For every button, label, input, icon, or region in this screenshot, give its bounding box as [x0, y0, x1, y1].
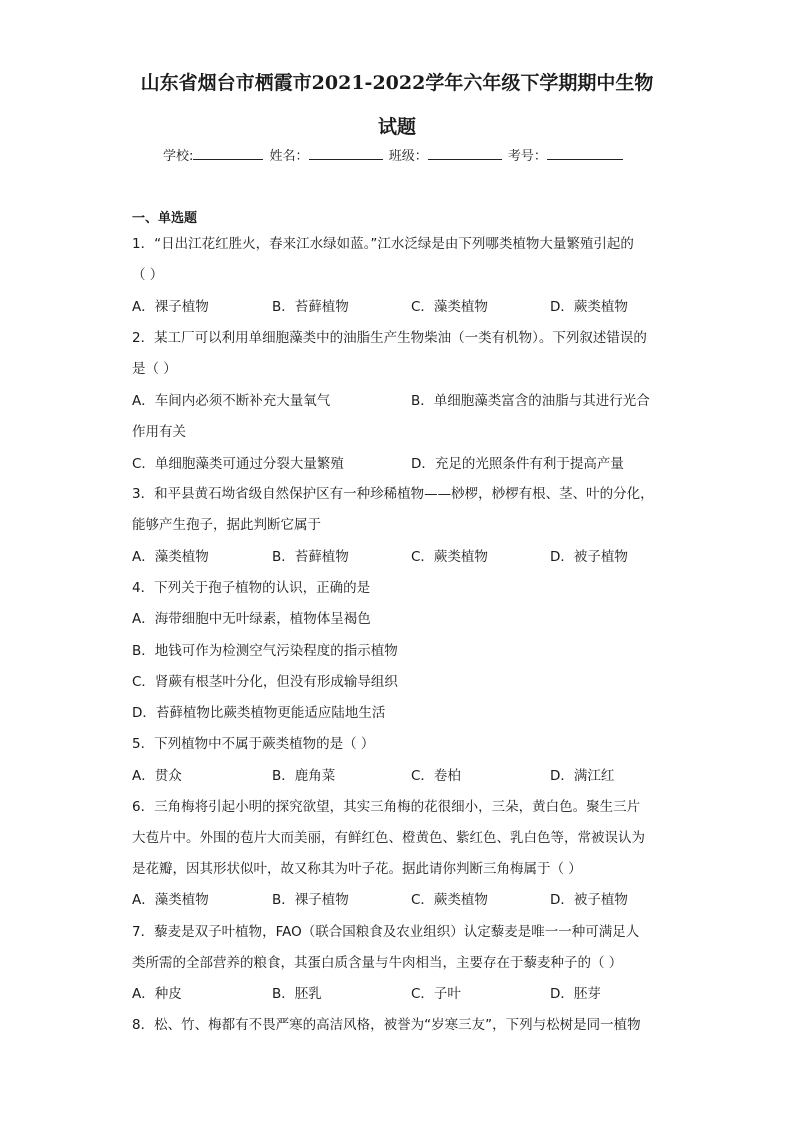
option-b: B．苔藓植物 [272, 299, 349, 315]
option-b: B．地钱可作为检测空气污染程度的指示植物 [132, 643, 398, 659]
option-d: D．满江红 [550, 768, 615, 784]
question-text: （ ） [132, 267, 164, 283]
exam-no-blank [547, 145, 623, 160]
option-c: C．藻类植物 [411, 299, 488, 315]
option-a: A．种皮 [132, 986, 182, 1002]
option-b: B．裸子植物 [272, 892, 349, 908]
option-c: C．单细胞藻类可通过分裂大量繁殖 [132, 456, 344, 472]
question-text: 是花瓣，因其形状似叶，故又称其为叶子花。据此请你判断三角梅属于（ ） [132, 861, 582, 877]
exam-no-label: 考号： [507, 149, 547, 164]
option-c: C．子叶 [411, 986, 461, 1002]
class-blank [428, 145, 502, 160]
option-c: C．蕨类植物 [411, 892, 488, 908]
option-a: A．裸子植物 [132, 299, 209, 315]
option-b: B．单细胞藻类富含的油脂与其进行光合 [411, 393, 650, 409]
question-text: 5．下列植物中不属于蕨类植物的是（ ） [132, 736, 375, 752]
option-d: D．胚芽 [550, 986, 601, 1002]
question-text: 7．藜麦是双子叶植物，FAO（联合国粮食及农业组织）认定藜麦是唯一一种可满足人 [132, 924, 640, 940]
name-label: 姓名： [269, 149, 309, 164]
option-d: D．苔藓植物比蕨类植物更能适应陆地生活 [132, 705, 386, 721]
student-info [163, 145, 625, 164]
school-label: 学校: [163, 149, 194, 164]
question-text: 4．下列关于孢子植物的认识，正确的是 [132, 580, 371, 596]
option-a: A．车间内必须不断补充大量氧气 [132, 393, 331, 409]
question-text: 8．松、竹、梅都有不畏严寒的高洁风格，被誉为“岁寒三友”，下列与松树是同一植物 [132, 1017, 641, 1033]
option-c: C．肾蕨有根茎叶分化，但没有形成输导组织 [132, 674, 398, 690]
question-text: 6．三角梅将引起小明的探究欲望，其实三角梅的花很细小，三朵，黄白色。聚生三片 [132, 799, 641, 815]
option-d: D．蕨类植物 [550, 299, 628, 315]
question-text: 能够产生孢子，据此判断它属于 [132, 517, 321, 533]
question-text: 是（ ） [132, 361, 177, 377]
option-d: D．被子植物 [550, 549, 628, 565]
option-a: A．藻类植物 [132, 549, 209, 565]
option-a: A．贯众 [132, 768, 182, 784]
question-text: 2．某工厂可以利用单细胞藻类中的油脂生产生物柴油（一类有机物）。下列叙述错误的 [132, 330, 647, 346]
option-a: A．藻类植物 [132, 892, 209, 908]
option-b-continued: 作用有关 [132, 424, 186, 440]
section-heading: 一、单选题 [132, 211, 198, 226]
school-blank [193, 145, 263, 160]
option-c: C．卷柏 [411, 768, 461, 784]
option-b: B．胚乳 [272, 986, 322, 1002]
question-text: 类所需的全部营养的粮食，其蛋白质含量与牛肉相当，主要存在于藜麦种子的（ ） [132, 955, 623, 971]
option-b: B．苔藓植物 [272, 549, 349, 565]
option-a: A．海带细胞中无叶绿素，植物体呈褐色 [132, 611, 371, 627]
question-text: 3．和平县黄石坳省级自然保护区有一种珍稀植物——桫椤，桫椤有根、茎、叶的分化， [132, 486, 654, 502]
title-line-1: 山东省烟台市栖霞市2021-2022学年六年级下学期期中生物 [140, 72, 654, 94]
question-text: 大苞片中。外围的苞片大而美丽，有鲜红色、橙黄色、紫红色、乳白色等，常被误认为 [132, 830, 645, 846]
option-c: C．蕨类植物 [411, 549, 488, 565]
name-blank [309, 145, 383, 160]
option-d: D．被子植物 [550, 892, 628, 908]
title-line-2: 试题 [377, 116, 416, 138]
option-b: B．鹿角菜 [272, 768, 336, 784]
option-d: D．充足的光照条件有利于提高产量 [411, 456, 624, 472]
question-text: 1．“日出江花红胜火，春来江水绿如蓝。”江水泛绿是由下列哪类植物大量繁殖引起的 [132, 236, 634, 252]
class-label: 班级： [388, 149, 428, 164]
